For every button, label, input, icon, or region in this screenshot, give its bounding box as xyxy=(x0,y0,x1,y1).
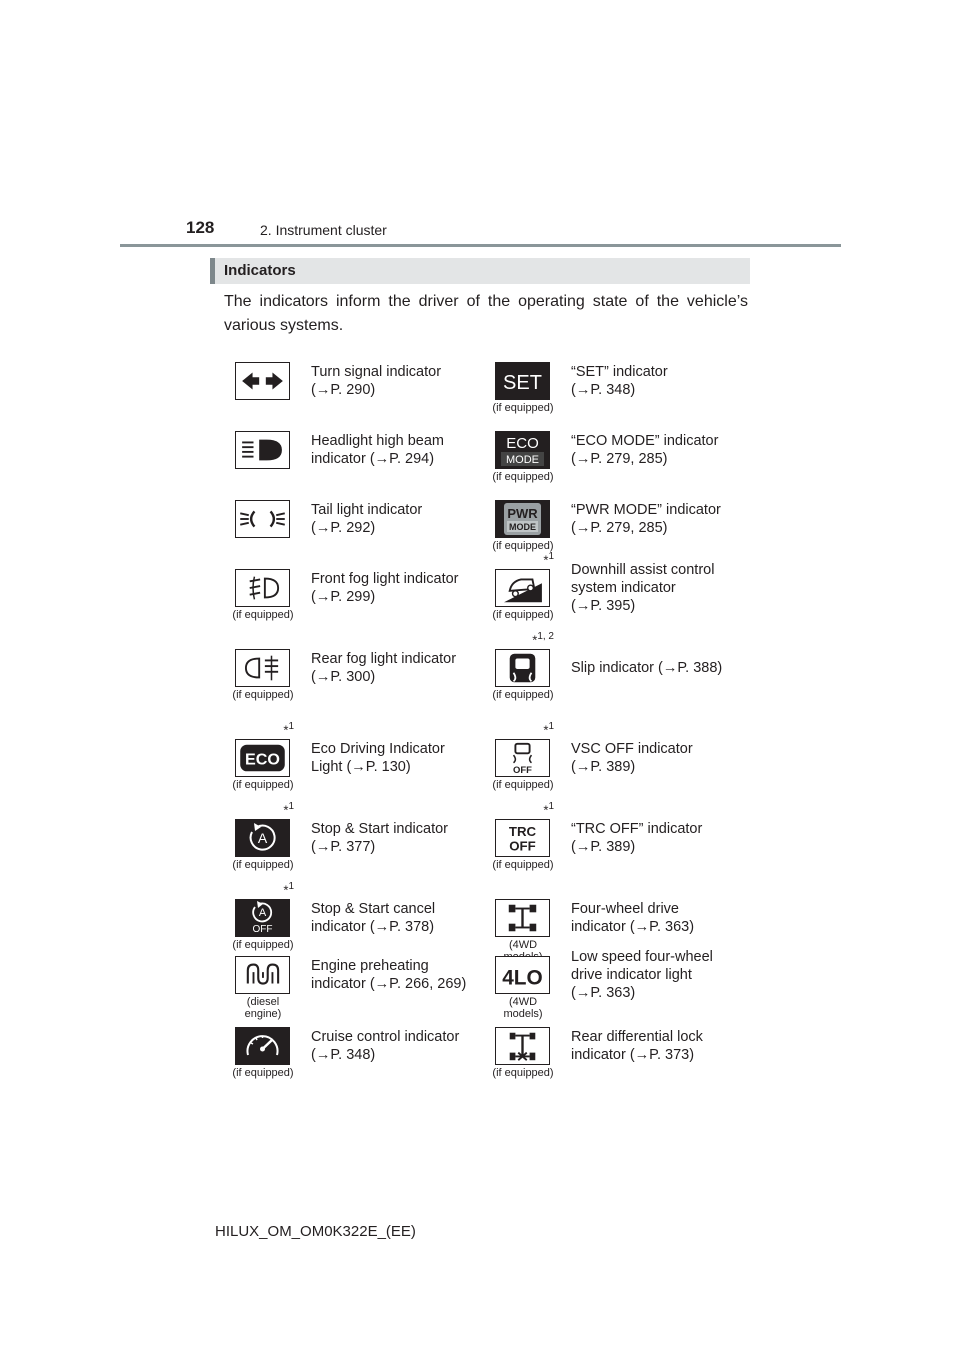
indicator-description xyxy=(311,820,491,856)
indicator-row xyxy=(230,949,750,1021)
indicator-description xyxy=(311,1028,491,1064)
cruise-control-icon xyxy=(235,1027,290,1065)
description-line: Low speed four-wheel xyxy=(571,949,713,965)
description-line: “PWR MODE” indicator xyxy=(571,502,721,518)
eco-driving-icon-graphic xyxy=(236,740,289,776)
description-line: Slip indicator (→P. 388) xyxy=(571,660,723,676)
indicator-row xyxy=(230,717,750,797)
icon-column xyxy=(490,797,556,877)
indicator-description xyxy=(311,650,491,686)
eco-driving-icon xyxy=(235,739,290,777)
description-line: Front fog light indicator xyxy=(311,571,459,587)
footer-code: HILUX_OM_OM0K322E_(EE) xyxy=(215,1223,416,1240)
vsc-off-icon-graphic xyxy=(496,740,549,776)
description-line: (→P. 377) xyxy=(311,839,376,855)
indicator-entry xyxy=(230,949,490,1021)
equipment-note: (if equipped) xyxy=(492,779,554,791)
indicator-entry xyxy=(230,637,490,717)
description-line: Engine preheating xyxy=(311,958,429,974)
icon-column xyxy=(490,877,556,949)
icon-text: OFF xyxy=(509,838,536,854)
equipment-note: (diesel engine) xyxy=(244,996,282,1020)
indicator-row xyxy=(230,797,750,877)
header-rule xyxy=(120,244,841,247)
description-line: Stop & Start cancel xyxy=(311,901,436,917)
front-fog-icon xyxy=(235,569,290,607)
description-line: Rear fog light indicator xyxy=(311,651,457,667)
indicator-entry xyxy=(490,797,750,877)
indicator-description xyxy=(571,820,751,856)
four-wheel-drive-icon xyxy=(495,899,550,937)
section-header xyxy=(210,258,750,284)
stop-start-icon-graphic xyxy=(235,819,290,857)
indicator-description xyxy=(311,900,491,936)
description-line: “TRC OFF” indicator xyxy=(571,821,703,837)
indicator-row xyxy=(230,350,750,419)
set-icon-graphic xyxy=(495,362,550,400)
indicator-table xyxy=(230,350,750,1093)
icon-column xyxy=(230,350,296,419)
indicator-description xyxy=(571,1028,751,1064)
description-line: indicator (→P. 266, 269) xyxy=(311,976,467,992)
icon-column xyxy=(490,631,556,717)
indicator-description xyxy=(571,561,751,615)
indicator-entry xyxy=(230,488,490,557)
icon-text: ECO xyxy=(245,750,280,769)
icon-column xyxy=(490,949,556,1021)
section-accent xyxy=(210,258,215,284)
indicator-entry xyxy=(230,797,490,877)
indicator-description xyxy=(311,501,491,537)
indicator-entry xyxy=(490,419,750,488)
equipment-note: (if equipped) xyxy=(232,1067,294,1079)
trc-off-icon xyxy=(495,819,550,857)
icon-column xyxy=(230,717,296,797)
four-lo-icon-graphic xyxy=(496,957,549,993)
indicator-entry xyxy=(230,717,490,797)
high-beam-icon xyxy=(235,431,290,469)
icon-column xyxy=(230,419,296,488)
indicator-description xyxy=(571,659,751,677)
footnote-number: 1 xyxy=(288,881,294,892)
icon-column xyxy=(230,637,296,717)
description-line: (→P. 395) xyxy=(571,598,636,614)
indicator-entry xyxy=(490,488,750,557)
description-line: Downhill assist control xyxy=(571,562,715,578)
stop-start-cancel-icon xyxy=(235,899,290,937)
indicator-row xyxy=(230,1021,750,1093)
description-line: indicator (→P. 363) xyxy=(571,919,695,935)
description-line: Headlight high beam xyxy=(311,433,445,449)
footnote-number: 1 xyxy=(288,721,294,732)
indicator-description xyxy=(311,570,491,606)
equipment-note: (if equipped) xyxy=(232,779,294,791)
footnote-marker: *$^{1, 2}$ xyxy=(532,631,554,648)
description-line: (→P. 300) xyxy=(311,669,376,685)
rear-fog-icon-graphic xyxy=(236,650,289,686)
indicator-description xyxy=(311,363,491,399)
icon-text: OFF xyxy=(252,924,273,935)
indicator-entry xyxy=(230,350,490,419)
indicator-description xyxy=(571,948,751,1002)
icon-column xyxy=(230,877,296,949)
indicator-row xyxy=(230,631,750,717)
footnote-marker: *$^1$ xyxy=(543,721,554,738)
description-line: “SET” indicator xyxy=(571,364,668,380)
icon-text: TRC xyxy=(508,824,537,840)
equipment-note: (4WD xyxy=(508,939,538,951)
icon-column xyxy=(230,557,296,637)
vsc-off-icon xyxy=(495,739,550,777)
icon-text: PWR xyxy=(507,506,538,521)
description-line: (→P. 363) xyxy=(571,985,636,1001)
slip-icon-graphic xyxy=(496,650,549,686)
description-line: (→P. 279, 285) xyxy=(571,451,668,467)
description-line: Four-wheel drive xyxy=(571,901,679,917)
description-line: Rear differential lock xyxy=(571,1029,703,1045)
description-line: indicator (→P. 373) xyxy=(571,1047,695,1063)
description-line: (→P. 279, 285) xyxy=(571,520,668,536)
description-line: (→P. 348) xyxy=(571,382,636,398)
indicator-description xyxy=(571,363,751,399)
downhill-assist-icon-graphic xyxy=(496,570,549,606)
turn-signal-icon xyxy=(235,362,290,400)
icon-column xyxy=(490,419,556,488)
footnote-number: 1 xyxy=(288,801,294,812)
description-line: (→P. 348) xyxy=(311,1047,376,1063)
downhill-assist-icon xyxy=(495,569,550,607)
description-line: (→P. 389) xyxy=(571,839,636,855)
indicator-description xyxy=(571,900,751,936)
icon-column xyxy=(490,1021,556,1093)
equipment-note: (if equipped) xyxy=(492,402,554,414)
intro-paragraph: The indicators inform the driver of the operating state of the vehicle’s various systems. xyxy=(224,293,748,334)
indicator-entry xyxy=(490,551,750,637)
indicator-entry xyxy=(490,631,750,717)
icon-column xyxy=(230,1021,296,1093)
description-line: (→P. 299) xyxy=(311,589,376,605)
four-lo-icon xyxy=(495,956,550,994)
equipment-note: (if equipped) xyxy=(232,939,294,951)
trc-off-icon-graphic xyxy=(496,820,549,856)
indicator-row xyxy=(230,551,750,637)
description-line: (→P. 292) xyxy=(311,520,376,536)
indicator-entry xyxy=(490,877,750,949)
equipment-note: (if equipped) xyxy=(492,1067,554,1079)
description-line: drive indicator light xyxy=(571,967,692,983)
indicator-entry xyxy=(490,1021,750,1093)
footnote-marker: *$^1$ xyxy=(543,801,554,818)
indicator-row xyxy=(230,488,750,557)
footnote-marker: *$^1$ xyxy=(543,551,554,568)
four-wheel-drive-icon-graphic xyxy=(496,900,549,936)
icon-text: A xyxy=(258,907,267,919)
pwr-mode-icon xyxy=(495,500,550,538)
indicator-description xyxy=(571,740,751,776)
indicator-row xyxy=(230,419,750,488)
description-line: (→P. 290) xyxy=(311,382,376,398)
icon-column xyxy=(490,551,556,637)
cruise-control-icon-graphic xyxy=(235,1027,290,1065)
equipment-note: (if equipped) xyxy=(492,859,554,871)
indicator-row xyxy=(230,877,750,949)
icon-text: 4LO xyxy=(502,966,543,990)
indicator-description xyxy=(571,432,751,468)
stop-start-cancel-icon-graphic xyxy=(235,899,290,937)
equipment-note: (if equipped) xyxy=(232,689,294,701)
indicator-description xyxy=(571,501,751,537)
turn-signal-icon-graphic xyxy=(236,363,289,399)
equipment-note: (if equipped) xyxy=(492,540,554,552)
indicator-description xyxy=(311,432,491,468)
footnote-marker: *$^1$ xyxy=(283,881,294,898)
tail-light-icon xyxy=(235,500,290,538)
page-number: 128 xyxy=(186,218,215,237)
description-line: (→P. 389) xyxy=(571,759,636,775)
footnote-marker: *$^1$ xyxy=(283,801,294,818)
indicator-entry xyxy=(490,717,750,797)
indicator-entry xyxy=(230,877,490,949)
preheat-icon xyxy=(235,956,290,994)
equipment-note: (if equipped) xyxy=(232,859,294,871)
indicator-description xyxy=(311,957,491,993)
footnote-number: 1, 2 xyxy=(537,631,554,642)
footnote-marker: *$^1$ xyxy=(283,721,294,738)
rear-diff-lock-icon xyxy=(495,1027,550,1065)
footnote-number: 1 xyxy=(548,551,554,562)
eco-mode-icon xyxy=(495,431,550,469)
icon-column xyxy=(230,797,296,877)
description-line: VSC OFF indicator xyxy=(571,741,693,757)
indicator-entry xyxy=(490,350,750,419)
preheat-icon-graphic xyxy=(236,957,289,993)
icon-column xyxy=(490,350,556,419)
rear-diff-lock-icon-graphic xyxy=(496,1028,549,1064)
description-line: Stop & Start indicator xyxy=(311,821,449,837)
description-line: indicator (→P. 378) xyxy=(311,919,435,935)
icon-column xyxy=(230,949,296,1021)
indicator-entry xyxy=(490,949,750,1021)
eco-mode-icon-graphic xyxy=(495,431,550,469)
icon-text: OFF xyxy=(513,765,532,776)
indicator-entry xyxy=(230,557,490,637)
icon-text: MODE xyxy=(509,522,536,532)
footnote-number: 1 xyxy=(548,801,554,812)
icon-column xyxy=(490,488,556,557)
description-line: Cruise control indicator xyxy=(311,1029,460,1045)
icon-column xyxy=(490,717,556,797)
icon-text: A xyxy=(257,830,268,846)
description-line: Light (→P. 130) xyxy=(311,759,411,775)
equipment-note: (if equipped) xyxy=(492,471,554,483)
description-line: Turn signal indicator xyxy=(311,364,442,380)
stop-start-icon xyxy=(235,819,290,857)
icon-text: ECO xyxy=(506,435,539,452)
section-title: Indicators xyxy=(224,262,296,279)
equipment-note: (if equipped) xyxy=(492,609,554,621)
equipment-note: (if equipped) xyxy=(492,689,554,701)
rear-fog-icon xyxy=(235,649,290,687)
indicator-description xyxy=(311,740,491,776)
description-line: “ECO MODE” indicator xyxy=(571,433,719,449)
set-icon xyxy=(495,362,550,400)
description-line: Tail light indicator xyxy=(311,502,423,518)
front-fog-icon-graphic xyxy=(236,570,289,606)
description-line: system indicator xyxy=(571,580,676,596)
indicator-entry xyxy=(230,1021,490,1093)
equipment-note: (4WD models) xyxy=(503,996,543,1020)
icon-text: MODE xyxy=(506,454,539,466)
slip-icon xyxy=(495,649,550,687)
indicator-entry xyxy=(230,419,490,488)
footnote-number: 1 xyxy=(548,721,554,732)
equipment-note: (if equipped) xyxy=(232,609,294,621)
description-line: indicator (→P. 294) xyxy=(311,451,435,467)
icon-text: SET xyxy=(503,372,542,394)
description-line: Eco Driving Indicator xyxy=(311,741,445,757)
tail-light-icon-graphic xyxy=(236,501,289,537)
pwr-mode-icon-graphic xyxy=(495,500,550,538)
chapter-title: 2. Instrument cluster xyxy=(260,222,387,238)
high-beam-icon-graphic xyxy=(236,432,289,468)
icon-column xyxy=(230,488,296,557)
